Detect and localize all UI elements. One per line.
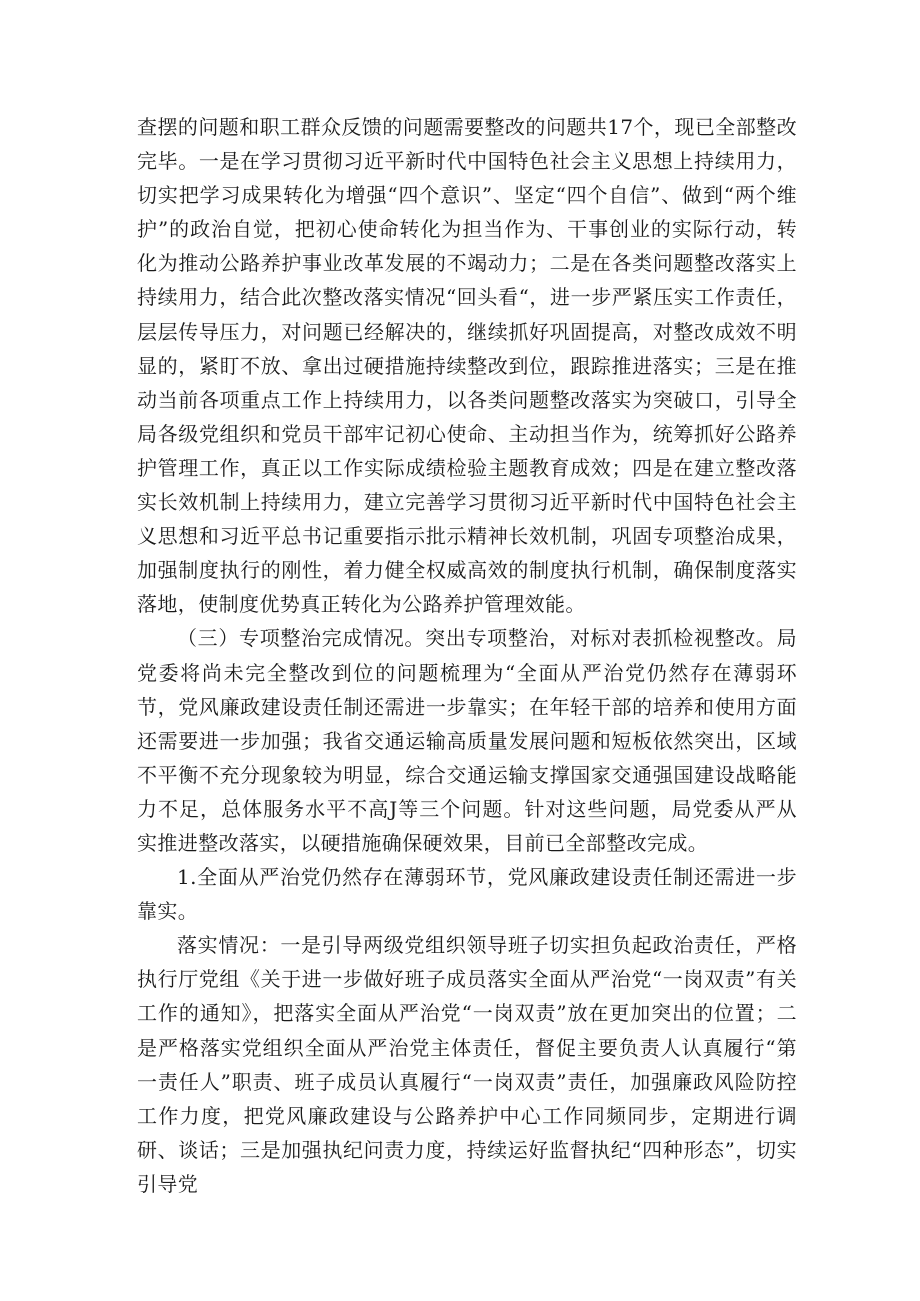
document-body (137, 110, 797, 1201)
paragraph-implementation: 落实情况：一是引导两级党组织领导班子切实担负起政治责任，严格执行厅党组《关于进一步做好班子成员落实全面从严治党“一岗双责”有关工作的通知》，把落实全面从严治党“一岗双责”放在更加突出的位置；二是严格落实党组织全面从严治党主体责任，督促主要负责人认真履行“第一责任人”职责、班子成员认真履行“一岗双责”责任，加强廉政风险防控工作力度，把党风廉政建设与公路养护中心工作同频同步，定期进行调研、谈话；三是加强执纪问责力度，持续运好监督执纪“四种形态”，切实引导党 (137, 933, 797, 1196)
paragraph-special-rectification: （三）专项整治完成情况。突出专项整治，对标对表抓检视整改。局党委将尚未完全整改到位的问题梳理为“全面从严治党仍然存在薄弱环节，党风廉政建设责任制还需进一步靠实；在年轻干部的培养和使用方面还需要进一步加强；我省交通运输高质量发展问题和短板依然突出，区域不平衡不充分现象较为明显，综合交通运输支撑国家交通强国建设战略能力不足，总体服务水平不高J等三个问题。针对这些问题，局党委从严从实推进整改落实，以硬措施确保硬效果，目前已全部整改完成。 (137, 626, 797, 855)
paragraph-rectification-summary: 查摆的问题和职工群众反馈的问题需要整改的问题共17个，现已全部整改完毕。一是在学习贯彻习近平新时代中国特色社会主义思想上持续用力，切实把学习成果转化为增强“四个意识”、坚定“四个自信”、做到“两个维护”的政治自觉，把初心使命转化为担当作为、干事创业的实际行动，转化为推动公路养护事业改革发展的不竭动力；二是在各类问题整改落实上持续用力，结合此次整改落实情况“回头看“，进一步严紧压实工作责任，层层传导压力，对问题已经解决的，继续抓好巩固提高，对整改成效不明显的，紧盯不放、拿出过硬措施持续整改到位，跟踪推进落实；三是在推动当前各项重点工作上持续用力，以各类问题整改落实为突破口，引导全局各级党组织和党员干部牢记初心使命、主动担当作为，统筹抓好公路养护管理工作，真正以工作实际成绩检验主题教育成效；四是在建立整改落实长效机制上持续用力，建立完善学习贯彻习近平新时代中国特色社会主义思想和习近平总书记重要指示批示精神长效机制，巩固专项整治成果，加强制度执行的刚性，着力健全权威高效的制度执行机制，确保制度落实落地，使制度优势真正转化为公路养护管理效能。 (137, 115, 797, 617)
paragraph-item-1-heading: 1.全面从严治党仍然存在薄弱环节，党风廉政建设责任制还需进一步靠实。 (137, 865, 797, 924)
